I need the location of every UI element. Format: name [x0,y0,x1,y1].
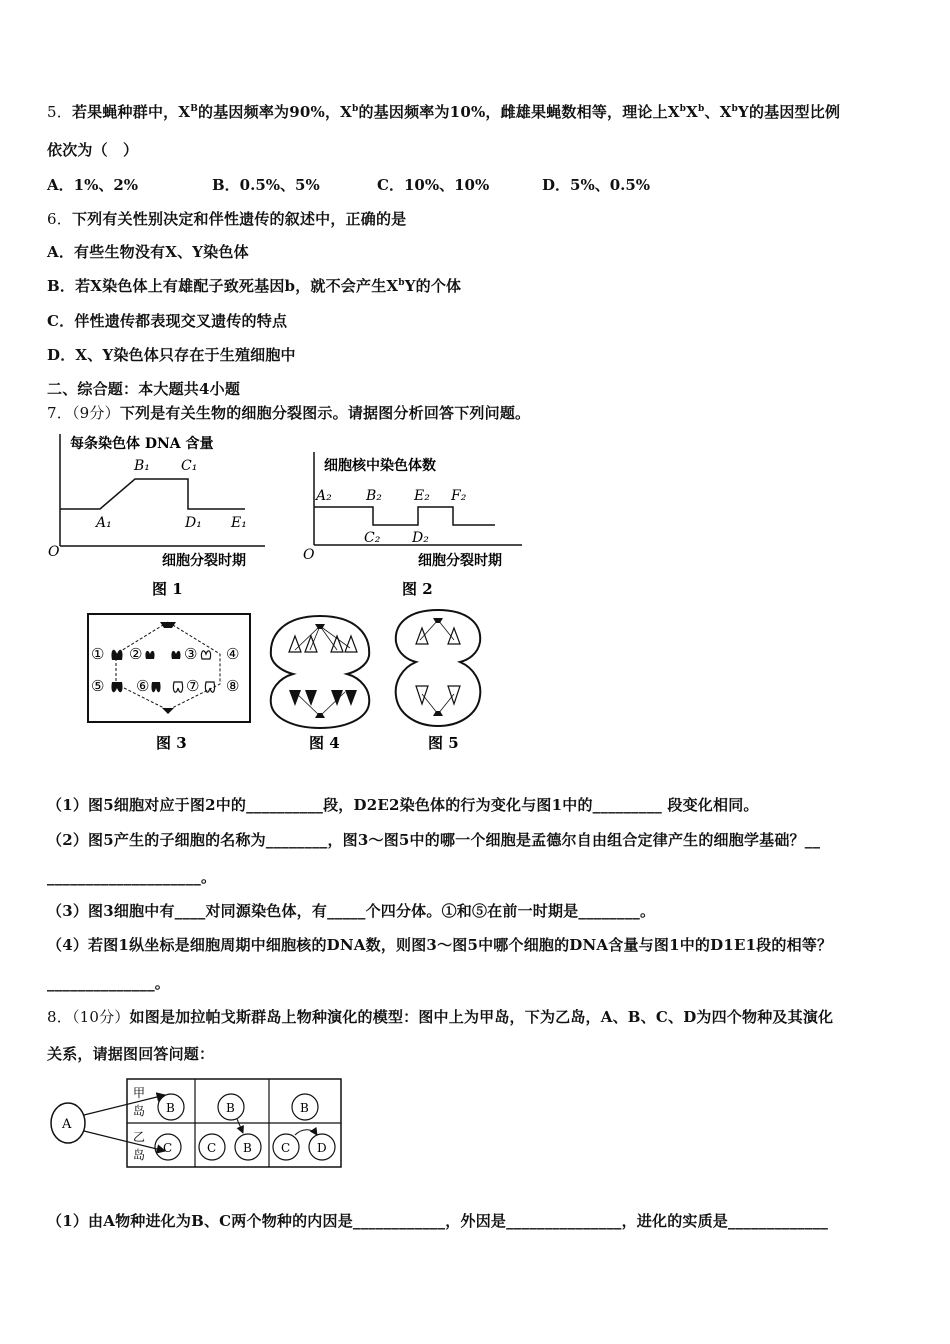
q7-sub1: （1）图5细胞对应于图2中的__________段，D2E2染色体的行为变化与图1中的_________ 段变化相同。 [47,796,759,814]
fig4-caption: 图 4 [309,734,340,752]
q5-option-c: C．10%、10% [377,176,490,194]
species-b-label-1: B [166,1101,175,1115]
q6-option-d: D．X、Y染色体只存在于生殖细胞中 [47,346,296,364]
q5-text-c: 的基因频率为10%，雌雄果蝇数相等，理论上X [358,103,680,121]
fig1-point-e1: E₁ [231,515,247,531]
q7-sub3: （3）图3细胞中有____对同源染色体，有_____个四分体。①和⑤在前一时期是________。 [47,902,656,920]
q8-sub1: （1）由A物种进化为B、C两个物种的内因是____________，外因是_______________，进化的实质是_____________ [47,1212,829,1230]
q6-stem [47,208,406,229]
arrow-c-to-d [295,1130,317,1135]
q7-stem-text: 下列是有关生物的细胞分裂图示。请据图分析回答下列问题。 [119,404,531,422]
fig2-point-b2: B₂ [366,488,382,504]
fig1-point-c1: C₁ [181,458,198,474]
fig5-caption: 图 5 [428,734,459,752]
species-b-label-2: B [226,1101,235,1115]
q8-number: 8． [47,1008,72,1026]
fig2-curve [314,507,495,525]
fig5-chromosome-2 [448,628,460,644]
q5-option-d: D．5%、0.5% [542,176,651,194]
fig1-curve [60,479,245,509]
q6-option-c: C．伴性遗传都表现交叉遗传的特点 [47,312,288,330]
fig2-origin: O [303,547,315,563]
q8-stem-text: 如图是加拉帕戈斯群岛上物种演化的模型：图中上为甲岛，下为乙岛，A、B、C、D为四个物种及其演化 [129,1008,834,1026]
fig5-chromosome-4 [448,686,460,704]
fig5-chromosome-1 [416,628,428,644]
fig3-chromosome-1 [111,650,122,660]
q5-option-a: A．1%、2% [47,176,139,194]
q5-option-b: B．0.5%、5% [212,176,320,194]
fig1-point-d1: D₁ [185,515,202,531]
fig4-spindle-fiber-3 [320,626,337,650]
q5-line2: 依次为（ ） [47,141,139,159]
fig2-point-a2: A₂ [316,488,332,504]
fig3-chromosome-3 [171,651,180,659]
q6-option-b-text-b: Y的个体 [404,277,462,295]
fig2-point-d2: D₂ [412,530,429,546]
arrow-b-down [237,1119,243,1133]
fig5-spindle-fiber-2 [438,620,454,640]
fig3-chromosome-2 [145,651,154,659]
fig1-point-a1: A₁ [96,515,112,531]
figure-2-graph [300,448,535,603]
fig3-label-8: ⑧ [226,677,240,695]
q5-sup-3: b [679,104,687,114]
q5-line1 [47,101,840,122]
q6-option-b [47,275,461,296]
q5-number: 5． [47,103,72,121]
fig1-origin: O [48,544,60,560]
q5-sup-1: B [190,104,199,114]
fig3-caption: 图 3 [156,734,187,752]
q6-option-a: A．有些生物没有X、Y染色体 [47,243,249,261]
q5-text-a: 若果蝇种群中，X [71,103,191,121]
q8-stem-line2: 关系，请据图回答问题： [47,1045,215,1063]
q7-number: 7． [47,404,72,422]
q6-number: 6． [47,210,72,228]
fig3-label-6: ⑥ [136,677,150,695]
q5-text-f: Y的基因型比例 [738,103,841,121]
figure-3-cell [86,612,254,754]
q7-sub4-line2: ______________。 [47,974,171,992]
fig3-label-1: ① [91,645,105,663]
fig2-point-c2: C₂ [364,530,381,546]
fig4-chromosome-4 [345,636,357,652]
species-b-label-4: B [300,1101,309,1115]
figure-5-cell [388,606,488,754]
fig3-chromosome-7 [173,682,182,692]
fig1-caption: 图 1 [152,580,183,598]
fig4-chromosome-5 [289,690,301,706]
species-c-label-1: C [163,1141,173,1155]
species-c-label-3: C [281,1141,291,1155]
q7-stem [47,402,530,423]
fig2-xlabel: 细胞分裂时期 [418,553,502,569]
fig4-chromosome-8 [345,690,357,706]
fig1-ylabel: 每条染色体 DNA 含量 [70,436,214,452]
fig4-cell-membrane [271,616,370,728]
fig2-point-e2: E₂ [414,488,430,504]
q5-sup-2: b [351,104,359,114]
fig3-centriole-bottom [162,708,174,714]
q6-option-b-text-a: B．若X染色体上有雄配子致死基因b，就不会产生X [47,277,399,295]
fig3-centriole-top [160,622,176,628]
fig2-caption: 图 2 [402,580,433,598]
fig3-label-7: ⑦ [186,677,200,695]
fig3-chromosome-5 [111,682,122,692]
species-c-label-2: C [207,1141,217,1155]
q7-sub2-line2: ____________________。 [47,868,217,886]
fig4-spindle-fiber-4 [320,626,350,648]
q7-sub4-line1: （4）若图1纵坐标是细胞周期中细胞核的DNA数，则图3～图5中哪个细胞的DNA含量与图1中的D1E1段的相等？ [47,936,833,954]
fig3-label-5: ⑤ [91,677,105,695]
species-b-label-3: B [243,1141,252,1155]
fig3-label-2: ② [129,645,143,663]
q5-text-b: 的基因频率为90%，X [198,103,352,121]
fig2-ylabel: 细胞核中染色体数 [324,458,436,474]
island-1-char-1: 甲 [133,1086,146,1100]
species-a-label: A [62,1117,72,1132]
arrow-a-to-bottom [84,1131,165,1151]
q5-sup-4: b [698,104,705,114]
q8-island-diagram [45,1075,350,1175]
q6-stem-text: 下列有关性别决定和伴性遗传的叙述中，正确的是 [71,210,407,228]
q8-stem-line1 [47,1006,833,1027]
fig3-chromosome-6 [151,682,160,692]
fig3-cell-border [88,614,250,722]
fig5-cell-membrane [396,610,481,726]
figure-4-cell [265,612,375,754]
arrow-a-to-top [84,1095,165,1115]
q5-text-d: X [686,103,698,121]
fig5-chromosome-3 [416,686,428,704]
q6-option-b-sup: b [398,278,405,288]
q5-sup-5: b [731,104,739,114]
q7-sub2-line1: （2）图5产生的子细胞的名称为________，图3～图5中的哪一个细胞是孟德尔自由组合定律产生的细胞学基础？__ [47,831,821,849]
fig2-point-f2: F₂ [451,488,467,504]
island-2-char-1: 乙 [133,1130,146,1144]
island-2-char-2: 岛 [133,1148,146,1162]
fig4-spindle-fiber-6 [320,692,345,716]
island-1-char-2: 岛 [133,1104,146,1118]
fig3-label-3: ③ [184,645,198,663]
section-heading: 二、综合题：本大题共4小题 [47,380,241,398]
figure-1-graph [40,428,280,603]
q8-score: （10分） [71,1008,130,1026]
fig3-label-4: ④ [226,645,240,663]
fig1-point-b1: B₁ [134,458,150,474]
q7-score: （9分） [71,404,120,422]
species-d-label: D [317,1141,327,1155]
fig3-chromosome-4 [201,651,210,659]
fig3-spindle [116,622,220,710]
q5-text-e: 、X [704,103,732,121]
fig1-xlabel: 细胞分裂时期 [162,553,246,569]
